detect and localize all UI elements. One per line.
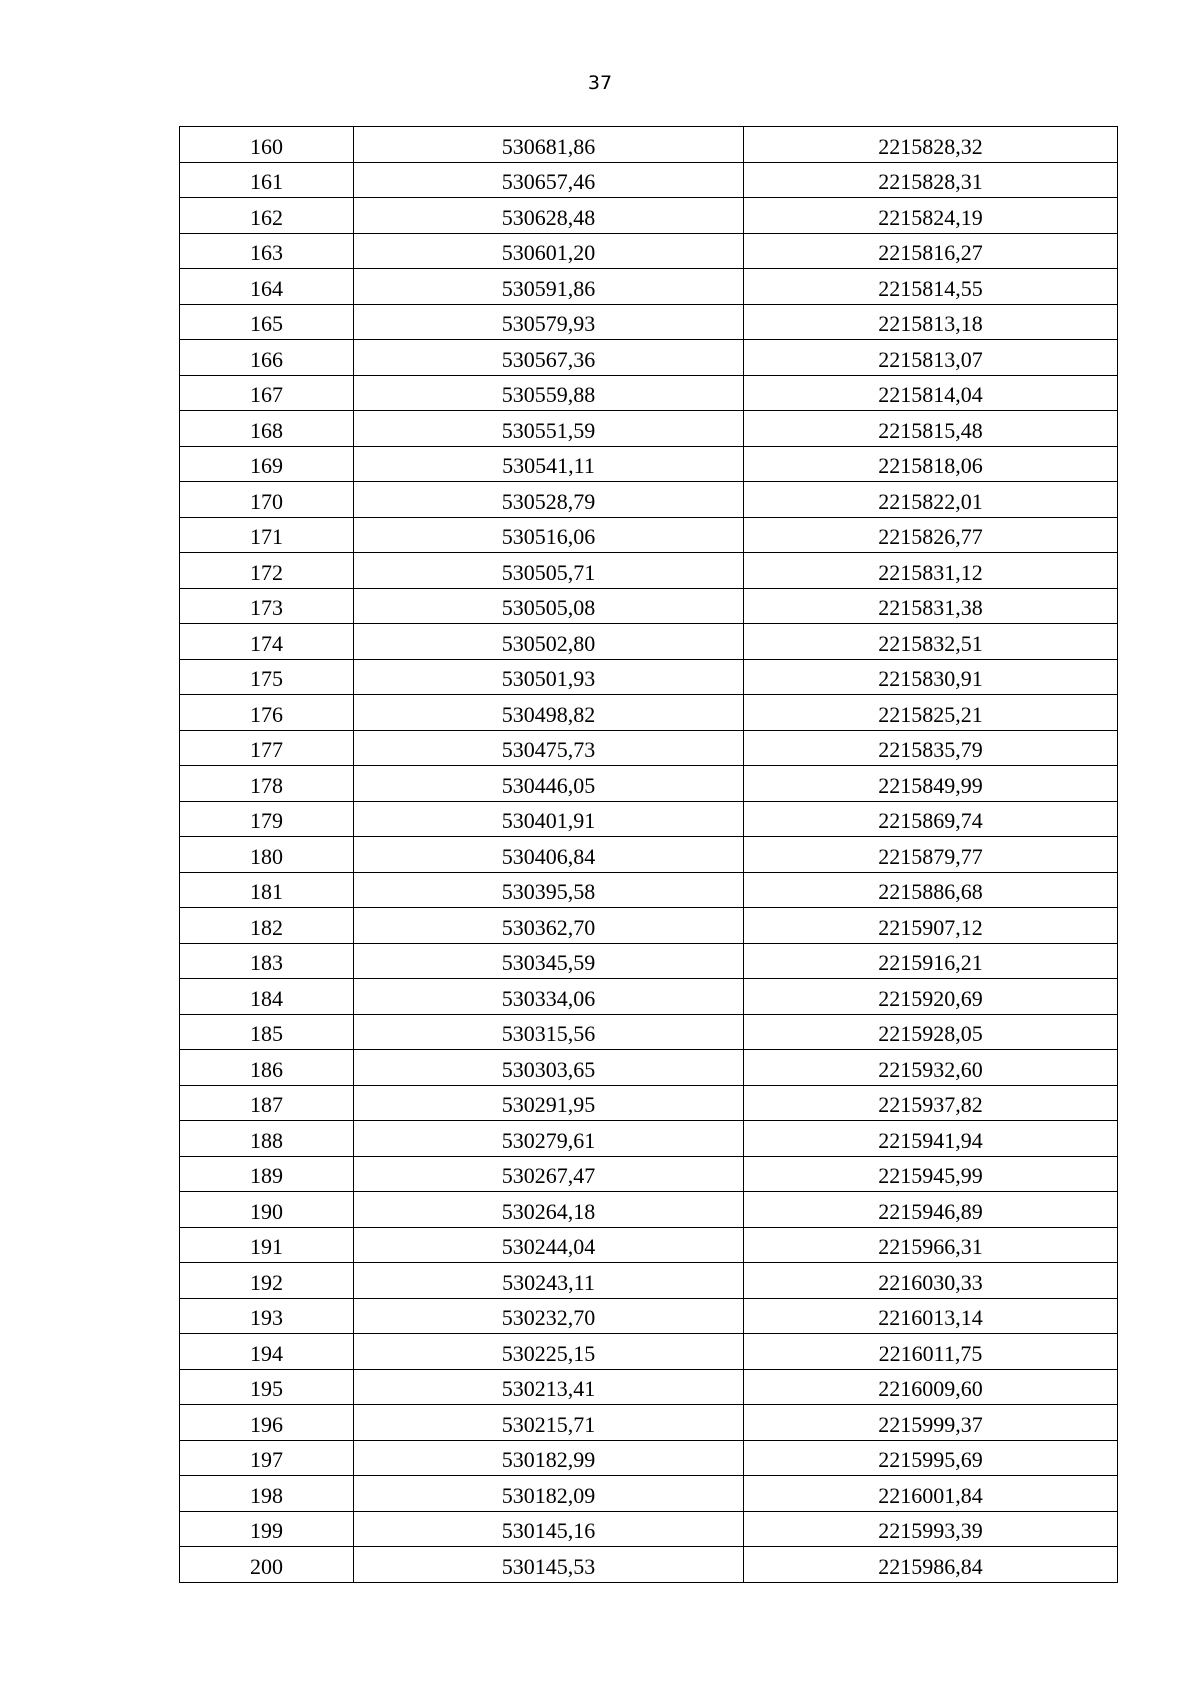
y-coordinate-cell: 2215932,60 — [744, 1050, 1118, 1086]
x-coordinate-cell: 530225,15 — [354, 1334, 744, 1370]
x-coordinate-cell: 530601,20 — [354, 233, 744, 269]
x-coordinate-cell: 530145,53 — [354, 1547, 744, 1583]
x-coordinate-cell: 530215,71 — [354, 1405, 744, 1441]
y-coordinate-cell: 2215928,05 — [744, 1014, 1118, 1050]
point-number-cell: 172 — [180, 553, 354, 589]
table-row — [180, 943, 1118, 979]
point-number-cell: 168 — [180, 411, 354, 447]
table-row — [180, 801, 1118, 837]
table-row — [180, 1298, 1118, 1334]
x-coordinate-cell: 530264,18 — [354, 1192, 744, 1228]
table-row — [180, 233, 1118, 269]
x-coordinate-cell: 530657,46 — [354, 162, 744, 198]
point-number-cell: 192 — [180, 1263, 354, 1299]
table-row — [180, 1227, 1118, 1263]
y-coordinate-cell: 2215832,51 — [744, 624, 1118, 660]
y-coordinate-cell: 2215986,84 — [744, 1547, 1118, 1583]
y-coordinate-cell: 2215831,12 — [744, 553, 1118, 589]
point-number-cell: 188 — [180, 1121, 354, 1157]
x-coordinate-cell: 530315,56 — [354, 1014, 744, 1050]
y-coordinate-cell: 2215920,69 — [744, 979, 1118, 1015]
point-number-cell: 183 — [180, 943, 354, 979]
table-row — [180, 1121, 1118, 1157]
table-row — [180, 162, 1118, 198]
point-number-cell: 189 — [180, 1156, 354, 1192]
table-row — [180, 1156, 1118, 1192]
y-coordinate-cell: 2215814,55 — [744, 269, 1118, 305]
x-coordinate-cell: 530303,65 — [354, 1050, 744, 1086]
x-coordinate-cell: 530528,79 — [354, 482, 744, 518]
point-number-cell: 184 — [180, 979, 354, 1015]
point-number-cell: 181 — [180, 872, 354, 908]
table-row — [180, 1547, 1118, 1583]
y-coordinate-cell: 2215816,27 — [744, 233, 1118, 269]
y-coordinate-cell: 2215886,68 — [744, 872, 1118, 908]
point-number-cell: 162 — [180, 198, 354, 234]
x-coordinate-cell: 530279,61 — [354, 1121, 744, 1157]
point-number-cell: 191 — [180, 1227, 354, 1263]
x-coordinate-cell: 530446,05 — [354, 766, 744, 802]
table-row — [180, 1085, 1118, 1121]
y-coordinate-cell: 2215830,91 — [744, 659, 1118, 695]
point-number-cell: 166 — [180, 340, 354, 376]
x-coordinate-cell: 530334,06 — [354, 979, 744, 1015]
point-number-cell: 199 — [180, 1511, 354, 1547]
x-coordinate-cell: 530591,86 — [354, 269, 744, 305]
y-coordinate-cell: 2215941,94 — [744, 1121, 1118, 1157]
y-coordinate-cell: 2215828,31 — [744, 162, 1118, 198]
point-number-cell: 182 — [180, 908, 354, 944]
point-number-cell: 167 — [180, 375, 354, 411]
x-coordinate-cell: 530401,91 — [354, 801, 744, 837]
page-number: 37 — [587, 72, 613, 94]
point-number-cell: 170 — [180, 482, 354, 518]
point-number-cell: 179 — [180, 801, 354, 837]
x-coordinate-cell: 530502,80 — [354, 624, 744, 660]
point-number-cell: 197 — [180, 1440, 354, 1476]
y-coordinate-cell: 2215869,74 — [744, 801, 1118, 837]
x-coordinate-cell: 530681,86 — [354, 127, 744, 163]
point-number-cell: 200 — [180, 1547, 354, 1583]
point-number-cell: 178 — [180, 766, 354, 802]
y-coordinate-cell: 2215849,99 — [744, 766, 1118, 802]
y-coordinate-cell: 2215824,19 — [744, 198, 1118, 234]
point-number-cell: 193 — [180, 1298, 354, 1334]
x-coordinate-cell: 530362,70 — [354, 908, 744, 944]
x-coordinate-cell: 530516,06 — [354, 517, 744, 553]
point-number-cell: 185 — [180, 1014, 354, 1050]
y-coordinate-cell: 2215946,89 — [744, 1192, 1118, 1228]
table-row — [180, 1050, 1118, 1086]
table-row — [180, 1334, 1118, 1370]
table-row — [180, 127, 1118, 163]
point-number-cell: 165 — [180, 304, 354, 340]
y-coordinate-cell: 2215879,77 — [744, 837, 1118, 873]
x-coordinate-cell: 530505,08 — [354, 588, 744, 624]
table-row — [180, 1405, 1118, 1441]
y-coordinate-cell: 2216009,60 — [744, 1369, 1118, 1405]
point-number-cell: 190 — [180, 1192, 354, 1228]
x-coordinate-cell: 530232,70 — [354, 1298, 744, 1334]
x-coordinate-cell: 530406,84 — [354, 837, 744, 873]
x-coordinate-cell: 530395,58 — [354, 872, 744, 908]
y-coordinate-cell: 2216013,14 — [744, 1298, 1118, 1334]
point-number-cell: 171 — [180, 517, 354, 553]
x-coordinate-cell: 530345,59 — [354, 943, 744, 979]
x-coordinate-cell: 530505,71 — [354, 553, 744, 589]
point-number-cell: 187 — [180, 1085, 354, 1121]
y-coordinate-cell: 2215916,21 — [744, 943, 1118, 979]
point-number-cell: 169 — [180, 446, 354, 482]
y-coordinate-cell: 2215826,77 — [744, 517, 1118, 553]
table-row — [180, 269, 1118, 305]
x-coordinate-cell: 530267,47 — [354, 1156, 744, 1192]
table-row — [180, 695, 1118, 731]
table-row — [180, 517, 1118, 553]
point-number-cell: 161 — [180, 162, 354, 198]
point-number-cell: 173 — [180, 588, 354, 624]
point-number-cell: 180 — [180, 837, 354, 873]
x-coordinate-cell: 530291,95 — [354, 1085, 744, 1121]
point-number-cell: 174 — [180, 624, 354, 660]
table-row — [180, 446, 1118, 482]
y-coordinate-cell: 2215999,37 — [744, 1405, 1118, 1441]
point-number-cell: 194 — [180, 1334, 354, 1370]
table-row — [180, 553, 1118, 589]
y-coordinate-cell: 2215828,32 — [744, 127, 1118, 163]
table-row — [180, 979, 1118, 1015]
point-number-cell: 198 — [180, 1476, 354, 1512]
x-coordinate-cell: 530501,93 — [354, 659, 744, 695]
x-coordinate-cell: 530498,82 — [354, 695, 744, 731]
x-coordinate-cell: 530475,73 — [354, 730, 744, 766]
y-coordinate-cell: 2215937,82 — [744, 1085, 1118, 1121]
point-number-cell: 164 — [180, 269, 354, 305]
point-number-cell: 175 — [180, 659, 354, 695]
table-row — [180, 730, 1118, 766]
y-coordinate-cell: 2215966,31 — [744, 1227, 1118, 1263]
y-coordinate-cell: 2215945,99 — [744, 1156, 1118, 1192]
y-coordinate-cell: 2215822,01 — [744, 482, 1118, 518]
table-row — [180, 837, 1118, 873]
table-row — [180, 198, 1118, 234]
x-coordinate-cell: 530579,93 — [354, 304, 744, 340]
table-row — [180, 766, 1118, 802]
table-row — [180, 340, 1118, 376]
x-coordinate-cell: 530628,48 — [354, 198, 744, 234]
table-row — [180, 1476, 1118, 1512]
y-coordinate-cell: 2215814,04 — [744, 375, 1118, 411]
x-coordinate-cell: 530559,88 — [354, 375, 744, 411]
y-coordinate-cell: 2215818,06 — [744, 446, 1118, 482]
x-coordinate-cell: 530243,11 — [354, 1263, 744, 1299]
x-coordinate-cell: 530541,11 — [354, 446, 744, 482]
table-row — [180, 482, 1118, 518]
table-row — [180, 1014, 1118, 1050]
y-coordinate-cell: 2215993,39 — [744, 1511, 1118, 1547]
x-coordinate-cell: 530213,41 — [354, 1369, 744, 1405]
x-coordinate-cell: 530182,09 — [354, 1476, 744, 1512]
table-row — [180, 1192, 1118, 1228]
y-coordinate-cell: 2216011,75 — [744, 1334, 1118, 1370]
y-coordinate-cell: 2215813,07 — [744, 340, 1118, 376]
y-coordinate-cell: 2215825,21 — [744, 695, 1118, 731]
coordinates-table-body — [180, 127, 1118, 1583]
y-coordinate-cell: 2215813,18 — [744, 304, 1118, 340]
x-coordinate-cell: 530567,36 — [354, 340, 744, 376]
table-row — [180, 659, 1118, 695]
table-row — [180, 1369, 1118, 1405]
coordinates-table — [179, 126, 1118, 1583]
table-row — [180, 1440, 1118, 1476]
x-coordinate-cell: 530551,59 — [354, 411, 744, 447]
table-row — [180, 1511, 1118, 1547]
point-number-cell: 186 — [180, 1050, 354, 1086]
y-coordinate-cell: 2216001,84 — [744, 1476, 1118, 1512]
table-row — [180, 1263, 1118, 1299]
x-coordinate-cell: 530244,04 — [354, 1227, 744, 1263]
y-coordinate-cell: 2216030,33 — [744, 1263, 1118, 1299]
x-coordinate-cell: 530182,99 — [354, 1440, 744, 1476]
table-row — [180, 624, 1118, 660]
y-coordinate-cell: 2215835,79 — [744, 730, 1118, 766]
x-coordinate-cell: 530145,16 — [354, 1511, 744, 1547]
table-row — [180, 304, 1118, 340]
y-coordinate-cell: 2215995,69 — [744, 1440, 1118, 1476]
point-number-cell: 177 — [180, 730, 354, 766]
table-row — [180, 872, 1118, 908]
table-row — [180, 908, 1118, 944]
y-coordinate-cell: 2215907,12 — [744, 908, 1118, 944]
point-number-cell: 160 — [180, 127, 354, 163]
point-number-cell: 195 — [180, 1369, 354, 1405]
point-number-cell: 176 — [180, 695, 354, 731]
point-number-cell: 196 — [180, 1405, 354, 1441]
table-row — [180, 588, 1118, 624]
y-coordinate-cell: 2215831,38 — [744, 588, 1118, 624]
y-coordinate-cell: 2215815,48 — [744, 411, 1118, 447]
table-row — [180, 375, 1118, 411]
table-row — [180, 411, 1118, 447]
point-number-cell: 163 — [180, 233, 354, 269]
